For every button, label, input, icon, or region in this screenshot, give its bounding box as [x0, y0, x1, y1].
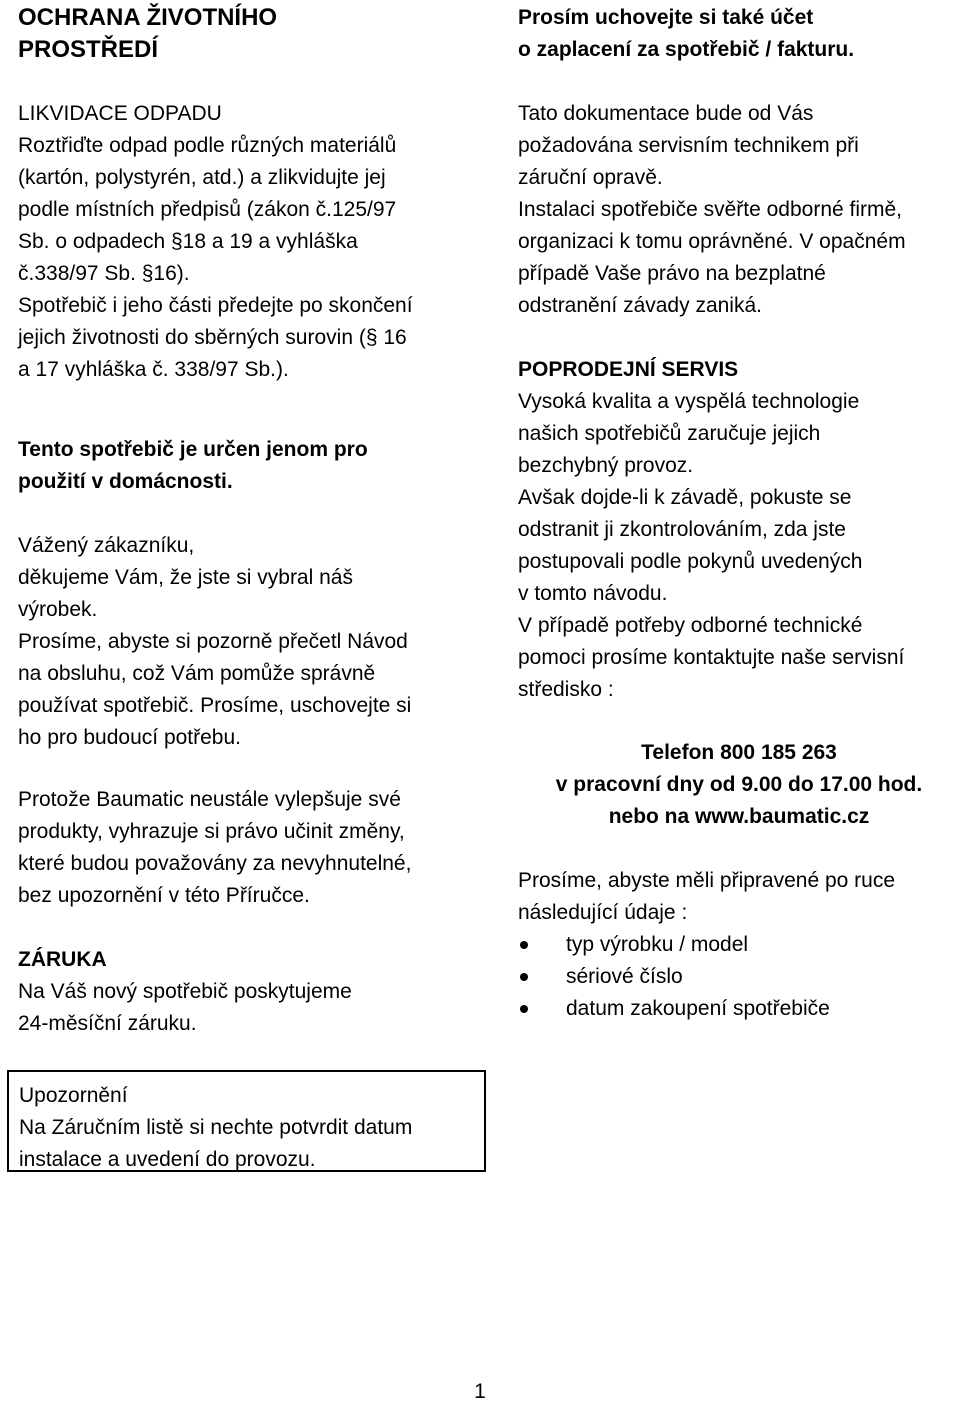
greeting-line: ho pro budoucí potřebu. — [18, 726, 242, 749]
notice-line: instalace a uvedení do provozu. — [19, 1148, 316, 1171]
service-website: nebo na www.baumatic.cz — [608, 805, 870, 828]
waste-text-line: Roztřiďte odpad podle různých materiálů — [18, 134, 397, 157]
list-item — [518, 993, 830, 1025]
waste-text-line: č.338/97 Sb. §16). — [18, 262, 190, 285]
invoice-notice — [518, 2, 854, 66]
service-hours: v pracovní dny od 9.00 do 17.00 hod. — [555, 773, 923, 796]
list-item — [518, 929, 830, 961]
greeting-line: Prosíme, abyste si pozorně přečetl Návod — [18, 630, 408, 653]
product-improvement-paragraph — [18, 784, 411, 912]
household-line: použití v domácnosti. — [18, 470, 233, 493]
waste-text-line: jejich životnosti do sběrných surovin (§ 16 — [18, 326, 407, 349]
documentation-paragraph — [518, 98, 906, 322]
doc-line: Instalaci spotřebiče svěřte odborné firmě, — [518, 198, 903, 221]
greeting-line: Vážený zákazníku, — [18, 534, 195, 557]
list-item-text: typ výrobku / model — [566, 933, 749, 956]
greeting-line: děkujeme Vám, že jste si vybral náš — [18, 566, 353, 589]
required-info-list — [518, 929, 830, 1025]
page-title — [18, 2, 277, 66]
service-contact — [518, 737, 960, 833]
notice-box — [7, 1070, 486, 1172]
doc-line: Tato dokumentace bude od Vás — [518, 102, 814, 125]
doc-line: organizaci k tomu oprávněné. V opačném — [518, 230, 906, 253]
doc-line: případě Vaše právo na bezplatné — [518, 262, 826, 285]
service-heading: POPRODEJNÍ SERVIS — [518, 358, 739, 381]
greeting-line: používat spotřebič. Prosíme, uschovejte si — [18, 694, 412, 717]
waste-disposal-section — [18, 98, 413, 386]
service-line: našich spotřebičů zaručuje jejich — [518, 422, 821, 445]
list-item-text: sériové číslo — [566, 965, 683, 988]
service-line: bezchybný provoz. — [518, 454, 694, 477]
improvement-line: produkty, vyhrazuje si právo učinit změny, — [18, 820, 405, 843]
prepare-info-paragraph — [518, 865, 895, 929]
invoice-line: o zaplacení za spotřebič / fakturu. — [518, 38, 855, 61]
improvement-line: bez upozornění v této Příručce. — [18, 884, 310, 907]
service-line: v tomto návodu. — [518, 582, 668, 605]
page-number: 1 — [474, 1380, 486, 1403]
notice-title: Upozornění — [19, 1084, 128, 1107]
service-line: odstranit ji zkontrolováním, zda jste — [518, 518, 846, 541]
greeting-line: na obsluhu, což Vám pomůže správně — [18, 662, 376, 685]
waste-text-line: podle místních předpisů (zákon č.125/97 — [18, 198, 397, 221]
waste-text-line: Sb. o odpadech §18 a 19 a vyhláška — [18, 230, 358, 253]
customer-greeting — [18, 530, 411, 754]
doc-line: záruční opravě. — [518, 166, 663, 189]
warranty-line: 24-měsíční záruku. — [18, 1012, 197, 1035]
greeting-line: výrobek. — [18, 598, 98, 621]
waste-disposal-heading: LIKVIDACE ODPADU — [18, 102, 222, 125]
page-title-line: OCHRANA ŽIVOTNÍHO — [18, 4, 278, 31]
list-item — [518, 961, 830, 993]
bullet-icon — [520, 973, 528, 981]
bullet-icon — [520, 1005, 528, 1013]
after-sales-service-section — [518, 354, 904, 706]
service-line: Avšak dojde-li k závadě, pokuste se — [518, 486, 852, 509]
service-line: pomoci prosíme kontaktujte naše servisní — [518, 646, 905, 669]
waste-text-line: (kartón, polystyrén, atd.) a zlikvidujte jej — [18, 166, 386, 189]
service-line: V případě potřeby odborné technické — [518, 614, 863, 637]
doc-line: požadována servisním technikem při — [518, 134, 859, 157]
bullet-icon — [520, 941, 528, 949]
household-line: Tento spotřebič je určen jenom pro — [18, 438, 368, 461]
doc-line: odstranění závady zaniká. — [518, 294, 762, 317]
service-phone: Telefon 800 185 263 — [641, 741, 837, 764]
prepare-line: následující údaje : — [518, 901, 688, 924]
page-title-line: PROSTŘEDÍ — [18, 36, 159, 63]
service-line: středisko : — [518, 678, 614, 701]
prepare-line: Prosíme, abyste měli připravené po ruce — [518, 869, 896, 892]
warranty-line: Na Váš nový spotřebič poskytujeme — [18, 980, 352, 1003]
household-use-notice — [18, 434, 368, 498]
service-line: Vysoká kvalita a vyspělá technologie — [518, 390, 860, 413]
improvement-line: Protože Baumatic neustále vylepšuje své — [18, 788, 401, 811]
waste-text-line: Spotřebič i jeho části předejte po skončení — [18, 294, 413, 317]
improvement-line: které budou považovány za nevyhnutelné, — [18, 852, 412, 875]
warranty-section — [18, 944, 352, 1040]
invoice-line: Prosím uchovejte si také účet — [518, 6, 814, 29]
warranty-heading: ZÁRUKA — [18, 948, 107, 971]
notice-line: Na Záručním listě si nechte potvrdit datum — [19, 1116, 413, 1139]
list-item-text: datum zakoupení spotřebiče — [566, 997, 830, 1020]
service-line: postupovali podle pokynů uvedených — [518, 550, 863, 573]
waste-text-line: a 17 vyhláška č. 338/97 Sb.). — [18, 358, 289, 381]
